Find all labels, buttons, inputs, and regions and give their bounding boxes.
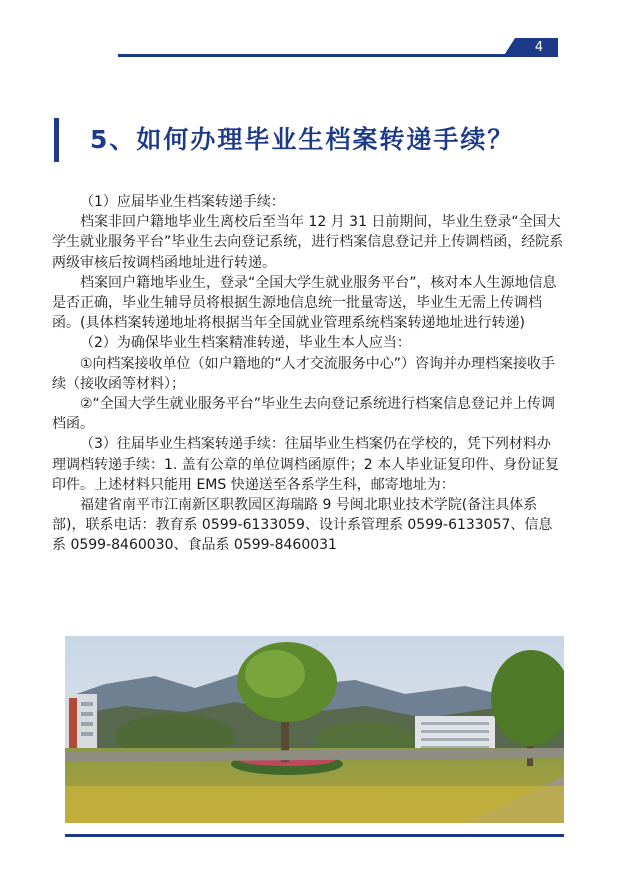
header-rule (118, 54, 558, 57)
paragraph-fresh-graduates-heading: （1）应届毕业生档案转递手续： (80, 194, 285, 210)
page-number: 4 (534, 40, 544, 55)
paragraph-graduate-duties-heading: （2）为确保毕业生档案精准转递，毕业生本人应当： (80, 335, 411, 352)
paragraph-non-hometown-transfer: 档案非回户籍地毕业生离校后至当年 12 月 31 日前期间，毕业生登录“全国大学生就业服务平台”毕业生去向登记系统，进行档案信息登记并上传调档函，经院系两级审核后按调档函地址进行转递。 (52, 214, 564, 271)
campus-photo (65, 636, 564, 823)
paragraph-mailing-address: 福建省南平市江南新区职教园区海瑞路 9 号闽北职业技术学院(备注具体系部)，联系电话：教育系 0599-6133059、设计系管理系 0599-6133057、信息系 0599-8460030、食品系 0599-8460031 (52, 497, 553, 554)
paragraph-hometown-transfer: 档案回户籍地毕业生，登录“全国大学生就业服务平台”，核对本人生源地信息是否正确，毕业生辅导员将根据生源地信息统一批量寄送，毕业生无需上传调档函。(具体档案转递地址将根据当年全国就业管理系统档案转递地址进行转递) (52, 274, 557, 332)
footer-rule (65, 834, 564, 837)
body-text (52, 192, 564, 556)
section-title: 5、如何办理毕业生档案转递手续？ (90, 125, 515, 154)
paragraph-duty-1: ①向档案接收单位（如户籍地的“人才交流服务中心”）咨询并办理档案接收手续（接收函等材料）； (52, 355, 556, 392)
paragraph-past-graduates: （3）往届毕业生档案转递手续：往届毕业生档案仍在学校的，凭下列材料办理调档转递手续：1. 盖有公章的单位调档函原件；2 本人毕业证复印件、身份证复印件。上述材料只能用 EMS 快递送至各系学生科，邮寄地址为： (52, 436, 560, 493)
paragraph-duty-2: ②“全国大学生就业服务平台”毕业生去向登记系统进行档案信息登记并上传调档函。 (52, 396, 556, 433)
title-accent-bar (54, 118, 59, 162)
